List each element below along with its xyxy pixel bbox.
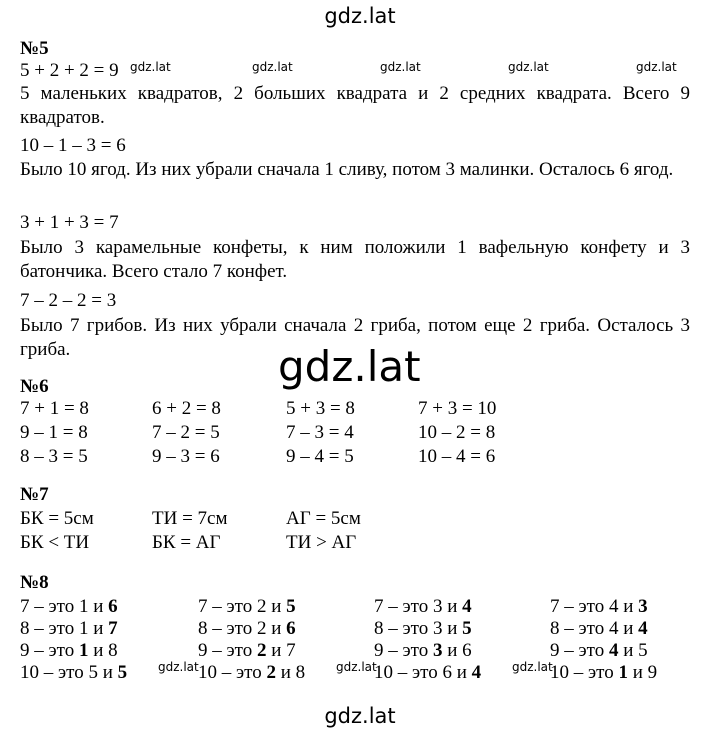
task5-equation-2: 10 – 1 – 3 = 6: [20, 135, 126, 156]
task8-cell: 7 – это 3 и 4: [374, 596, 472, 617]
watermark-center: gdz.lat: [278, 342, 421, 391]
task8-cell: 7 – это 1 и 6: [20, 596, 118, 617]
task8-cell: 10 – это 6 и 4: [374, 662, 482, 683]
task6-cell: 7 – 2 = 5: [152, 422, 220, 443]
task6-cell: 8 – 3 = 5: [20, 446, 88, 467]
task6-cell: 5 + 3 = 8: [286, 398, 355, 419]
watermark-small: gdz.lat: [158, 660, 199, 674]
task6-cell: 10 – 4 = 6: [418, 446, 496, 467]
watermark-bottom: gdz.lat: [324, 704, 396, 728]
task5-text-1: 5 маленьких квадратов, 2 больших квадрата и 2 средних квадрата. Всего 9 квадратов.: [20, 83, 690, 128]
task8-cell: 8 – это 2 и 6: [198, 618, 296, 639]
watermark-small: gdz.lat: [252, 60, 293, 74]
task5-text-3: Было 3 карамельные конфеты, к ним положили 1 вафельную конфету и 3 батончика. Всего стало 7 конфет.: [20, 237, 690, 282]
task8-cell: 9 – это 3 и 6: [374, 640, 472, 661]
watermark-small: gdz.lat: [636, 60, 677, 74]
watermark-small: gdz.lat: [130, 60, 171, 74]
watermark-top: gdz.lat: [324, 4, 396, 28]
task8-cell: 7 – это 4 и 3: [550, 596, 648, 617]
task7-heading: №7: [20, 484, 49, 505]
task8-cell: 8 – это 1 и 7: [20, 618, 118, 639]
task7-cell: БК = АГ: [152, 532, 221, 553]
task6-heading: №6: [20, 376, 49, 397]
task6-cell: 10 – 2 = 8: [418, 422, 496, 443]
task6-cell: 9 – 1 = 8: [20, 422, 88, 443]
task5-text-4: Было 7 грибов. Из них убрали сначала 2 гриба, потом еще 2 гриба. Осталось 3 гриба.: [20, 315, 690, 360]
task8-cell: 7 – это 2 и 5: [198, 596, 296, 617]
watermark-small: gdz.lat: [336, 660, 377, 674]
task8-cell: 8 – это 4 и 4: [550, 618, 648, 639]
task6-cell: 7 – 3 = 4: [286, 422, 354, 443]
task8-cell: 9 – это 4 и 5: [550, 640, 648, 661]
task7-cell: АГ = 5см: [286, 508, 361, 529]
watermark-small: gdz.lat: [512, 660, 553, 674]
task6-cell: 7 + 1 = 8: [20, 398, 89, 419]
task5-equation-4: 7 – 2 – 2 = 3: [20, 290, 117, 311]
task7-cell: ТИ > АГ: [286, 532, 357, 553]
task5-equation-3: 3 + 1 + 3 = 7: [20, 212, 119, 233]
watermark-small: gdz.lat: [508, 60, 549, 74]
task8-cell: 9 – это 2 и 7: [198, 640, 296, 661]
task7-cell: ТИ = 7см: [152, 508, 228, 529]
task8-heading: №8: [20, 572, 49, 593]
task5-heading: №5: [20, 38, 49, 59]
task8-cell: 8 – это 3 и 5: [374, 618, 472, 639]
task7-cell: БК = 5см: [20, 508, 94, 529]
task6-cell: 9 – 3 = 6: [152, 446, 220, 467]
task8-cell: 9 – это 1 и 8: [20, 640, 118, 661]
task6-cell: 9 – 4 = 5: [286, 446, 354, 467]
task5-text-2: Было 10 ягод. Из них убрали сначала 1 сливу, потом 3 малинки. Осталось 6 ягод.: [20, 159, 674, 180]
watermark-small: gdz.lat: [380, 60, 421, 74]
task8-cell: 10 – это 1 и 9: [550, 662, 658, 683]
task5-equation-1: 5 + 2 + 2 = 9: [20, 60, 119, 81]
task8-cell: 10 – это 2 и 8: [198, 662, 306, 683]
task7-cell: БК < ТИ: [20, 532, 90, 553]
task6-cell: 7 + 3 = 10: [418, 398, 497, 419]
task6-cell: 6 + 2 = 8: [152, 398, 221, 419]
task8-cell: 10 – это 5 и 5: [20, 662, 128, 683]
